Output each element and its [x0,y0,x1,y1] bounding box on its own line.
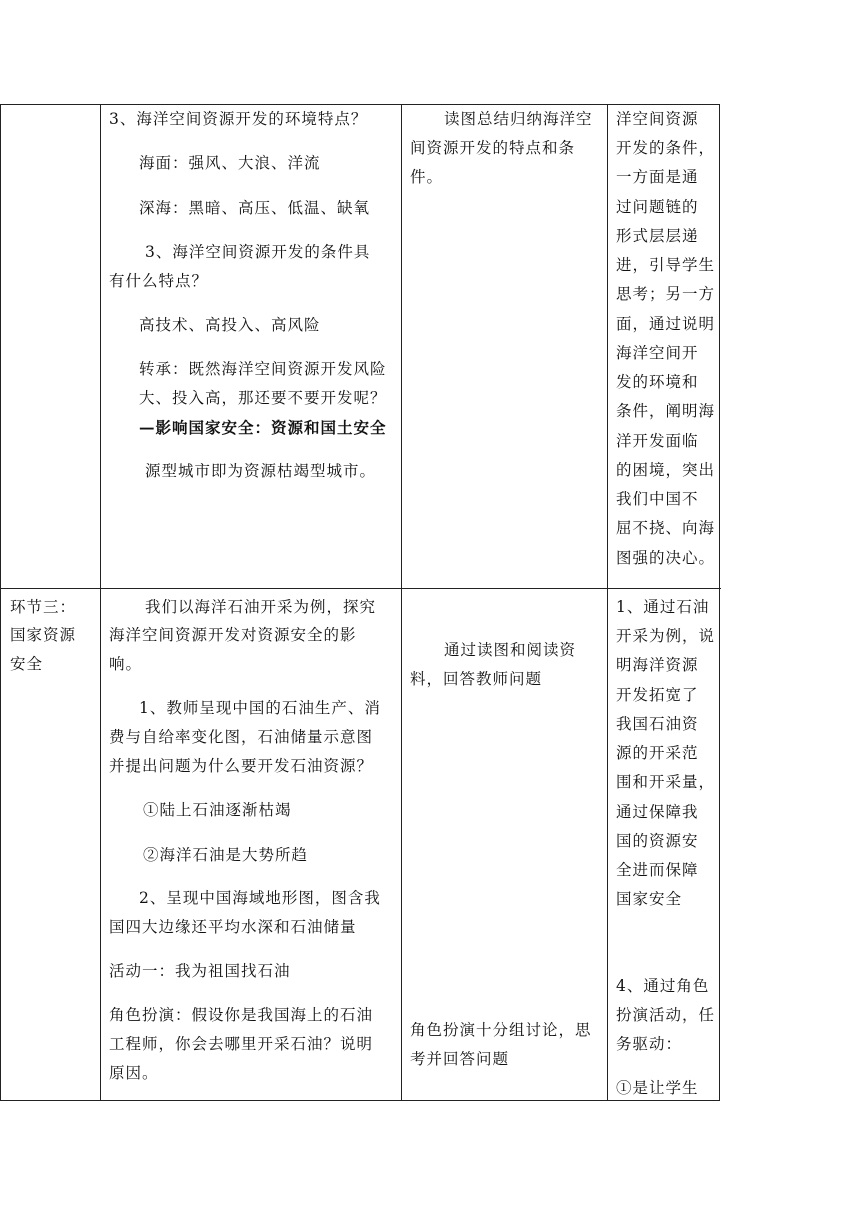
text-line: 的困境，突出 [616,461,716,479]
cell-content [608,588,721,1101]
text-line: 围和开采量， [616,773,716,791]
text-line: 国家安全 [616,890,683,908]
section-label: 国家资源 [10,626,77,644]
text-line-bold: —影响国家安全：资源和国土安全 [139,418,387,437]
text-line: 洋空间资源 [616,110,699,128]
text-line: ①陆上石油逐渐枯竭 [143,801,292,819]
text-line: 3、海洋空间资源开发的环境特点？ [109,110,368,128]
text-line: 全进而保障 [616,861,699,879]
text-line: 源型城市即为资源枯竭型城市。 [145,462,377,480]
text-line: 有什么特点？ [109,272,209,290]
text-line: 图强的决心。 [616,549,716,567]
text-line: ①是让学生 [616,1079,699,1097]
text-line: 1、教师呈现中国的石油生产、消 [139,699,381,717]
text-line: 开发拓宽了 [616,686,699,704]
cell-content [608,105,721,588]
text-line: 响。 [109,655,143,673]
text-line: 屈不挠、向海 [616,519,716,537]
text-line: 进，引导学生 [616,256,716,274]
text-line: 国的资源安 [616,832,699,850]
text-line: 活动一：我为祖国找石油 [109,962,291,980]
text-line: 务驱动： [616,1035,683,1053]
text-line: 3、海洋空间资源开发的条件具 [145,243,371,261]
text-line: 我国石油资 [616,715,699,733]
text-line: 洋开发面临 [616,432,699,450]
table-row [1,105,721,589]
text-line: 角色扮演十分组讨论，思 [410,1021,592,1039]
text-line: 形式层层递 [616,227,699,245]
cell-content [101,588,401,1101]
text-line: 扮演活动，任 [616,1006,716,1024]
text-line: 读图总结归纳海洋空 [444,110,593,128]
text-line: 海洋空间资源开发对资源安全的影 [109,626,357,644]
text-line: 转承：既然海洋空间资源开发风险 [139,360,387,378]
text-line: 源的开采范 [616,744,699,762]
text-line: 费与自给率变化图，石油储量示意图 [109,728,374,746]
text-line: 我们中国不 [616,490,699,508]
table-row [1,588,721,1101]
text-line: 1、通过石油 [616,598,710,616]
text-line: 我们以海洋石油开采为例，探究 [145,598,377,616]
text-line: 高技术、高投入、高风险 [139,316,321,334]
cell-content [402,105,607,588]
text-line: 通过读图和阅读资 [444,641,577,659]
cell-content [402,588,607,1101]
text-line: 发的环境和 [616,373,699,391]
lesson-plan-table [0,104,720,1101]
section-label: 安全 [10,655,44,673]
text-line: 并提出问题为什么要开发石油资源？ [109,757,374,775]
text-line: 角色扮演：假设你是我国海上的石油 [109,1006,374,1024]
text-line: 工程师，你会去哪里开采石油？说明 [109,1035,374,1053]
text-line: 海洋空间开 [616,344,699,362]
text-line: 考并回答问题 [410,1050,510,1068]
cell-content [101,105,401,588]
text-line: 原因。 [109,1064,159,1082]
text-line: 大、投入高，那还要不要开发呢？ [139,389,387,407]
text-line: 海面：强风、大浪、洋流 [139,154,321,172]
text-line: 间资源开发的特点和条 [410,139,576,157]
text-line: 明海洋资源 [616,656,699,674]
text-line: 2、呈现中国海域地形图，图含我 [139,889,381,907]
text-line: 料，回答教师问题 [410,670,543,688]
text-line: 面，通过说明 [616,315,716,333]
text-line: 条件，阐明海 [616,402,716,420]
text-line: 思考；另一方 [616,285,716,303]
text-line: 开采为例，说 [616,627,716,645]
text-line: 件。 [410,168,444,186]
text-line: ②海洋石油是大势所趋 [143,846,309,864]
text-line: 开发的条件， [616,139,716,157]
text-line: 通过保障我 [616,803,699,821]
text-line: 4、通过角色 [616,977,710,995]
text-line: 深海：黑暗、高压、低温、缺氧 [139,199,371,217]
cell-content [1,588,100,1101]
section-label: 环节三： [10,598,77,616]
text-line: 国四大边缘还平均水深和石油储量 [109,918,357,936]
text-line: 过问题链的 [616,198,699,216]
text-line: 一方面是通 [616,168,699,186]
